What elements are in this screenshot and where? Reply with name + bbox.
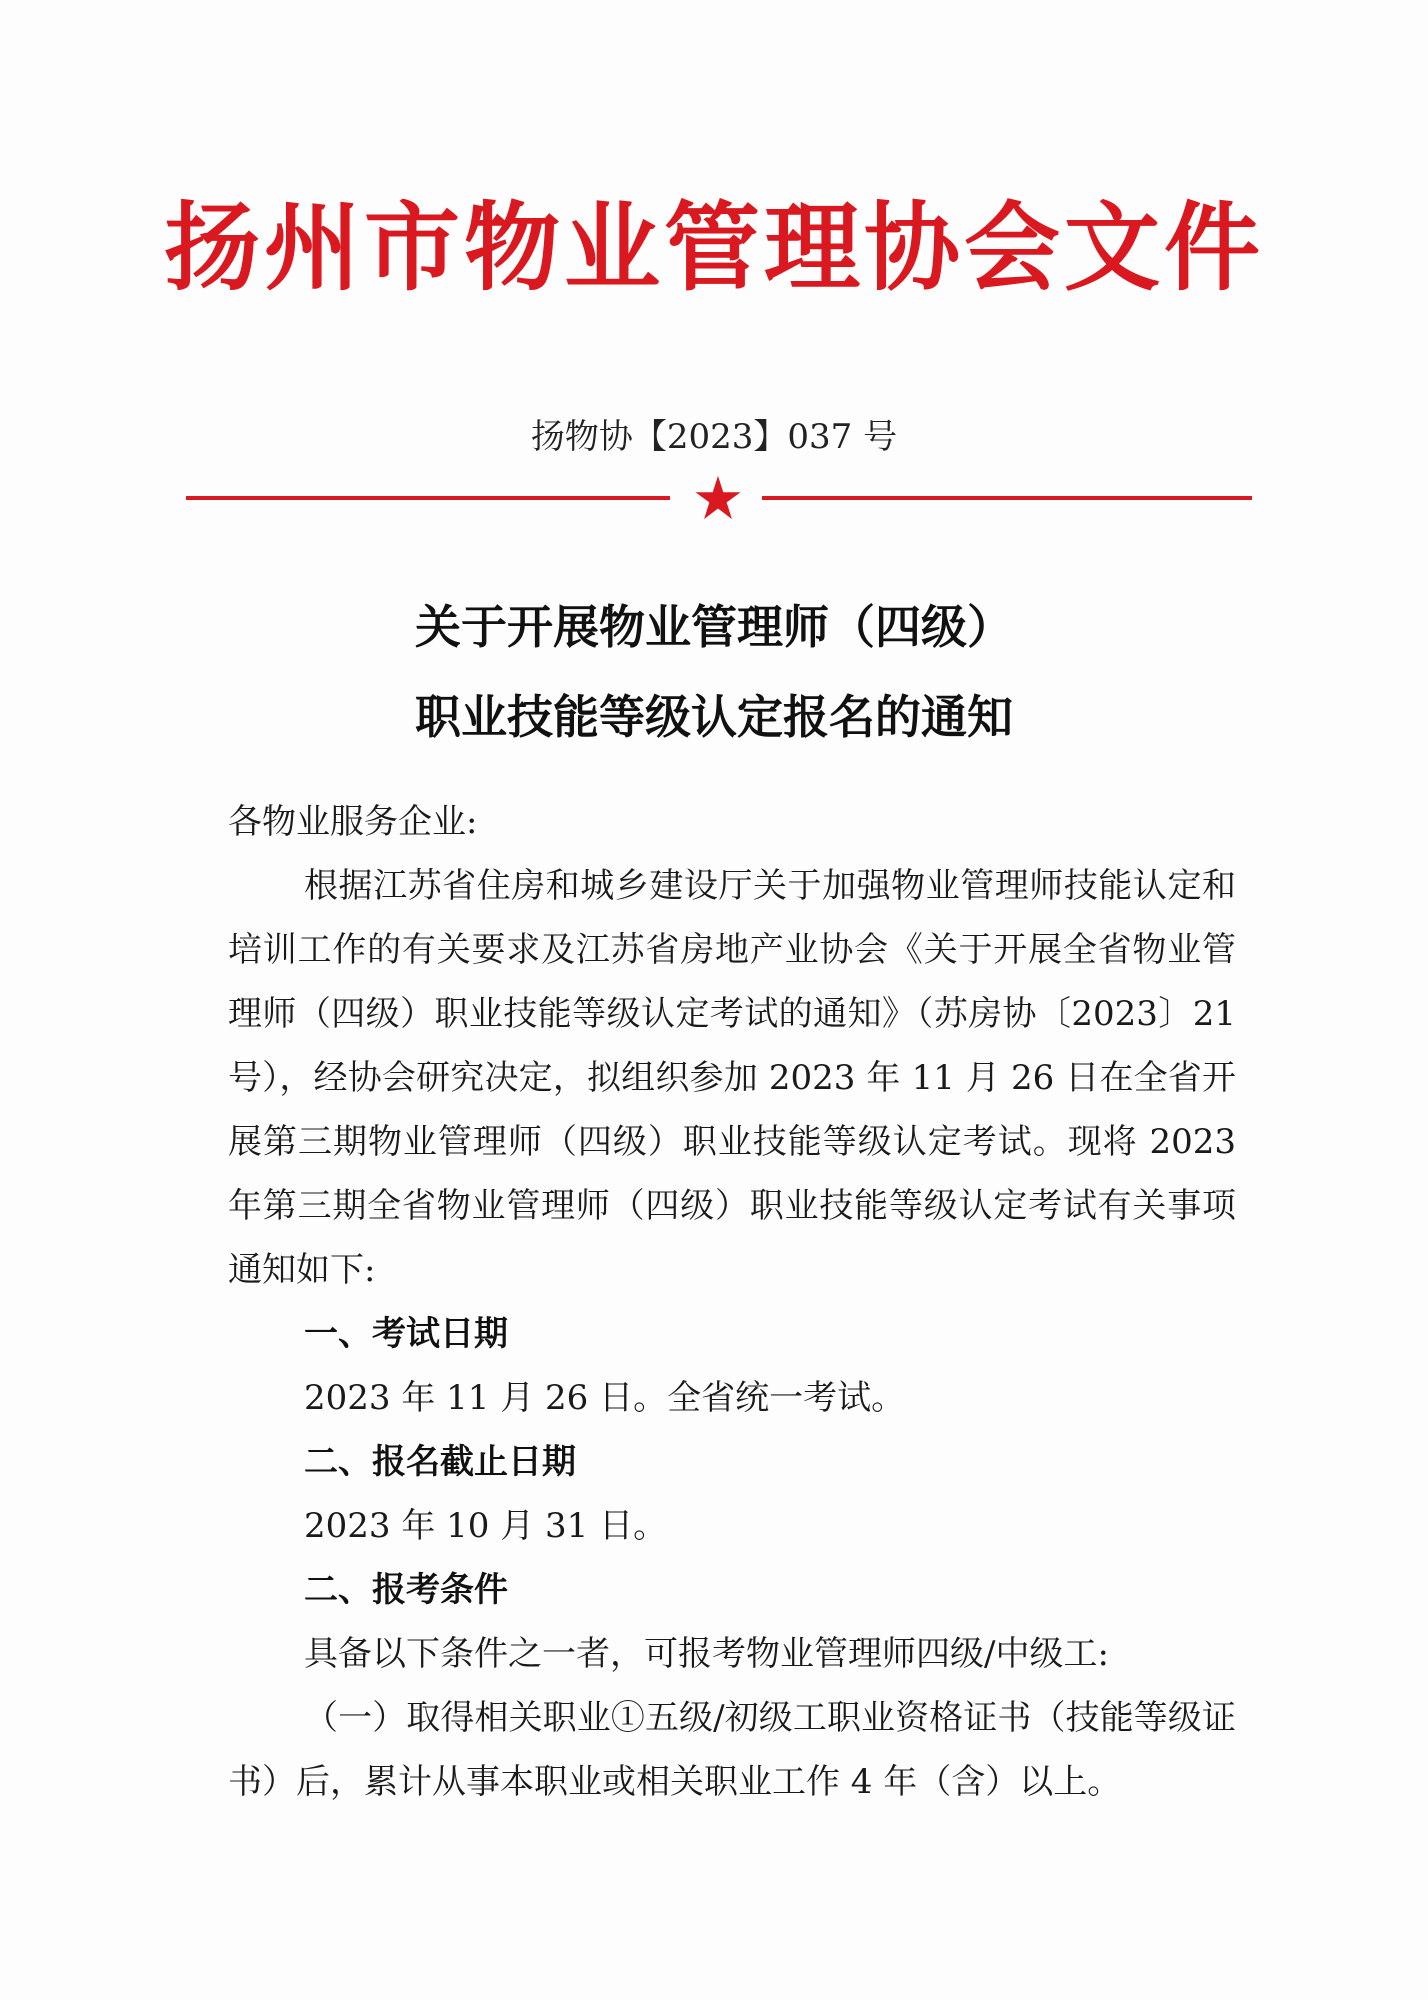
intro-paragraph: 根据江苏省住房和城乡建设厅关于加强物业管理师技能认定和培训工作的有关要求及江苏省房地产业协会《关于开展全省物业管理师（四级）职业技能等级认定考试的通知》（苏房协〔2023〕21 号），经协会研究决定，拟组织参加 2023 年 11 月 26 日在全省开展第三期物业管理师（四级）职业技能等级认定考试。现将 2023 年第三期全省物业管理师（四级）职业技能等级认定考试有关事项通知如下:: [228, 866, 1236, 1290]
section-heading-exam-date: 一、考试日期: [304, 1314, 508, 1354]
section-text-exam-date: 2023 年 11 月 26 日。全省统一考试。: [304, 1378, 906, 1418]
salutation: 各物业服务企业:: [228, 802, 478, 842]
section-heading-deadline: 二、报名截止日期: [304, 1442, 576, 1482]
section-text-conditions: 具备以下条件之一者，可报考物业管理师四级/中级工:: [304, 1634, 1109, 1674]
document-number: 扬物协【2023】037 号: [530, 417, 898, 457]
red-divider-right: [762, 496, 1252, 500]
red-divider-left: [186, 496, 670, 500]
section-heading-conditions: 二、报考条件: [304, 1570, 508, 1610]
notice-title-line-1: 关于开展物业管理师（四级）: [415, 600, 1013, 654]
condition-item-1: （一）取得相关职业①五级/初级工职业资格证书（技能等级证书）后，累计从事本职业或相关职业工作 4 年（含）以上。: [228, 1698, 1236, 1802]
section-text-deadline: 2023 年 10 月 31 日。: [304, 1506, 668, 1546]
notice-body: [228, 790, 1236, 1814]
masthead-title: 扬州市物业管理协会文件: [164, 191, 1264, 304]
red-star-icon: [694, 474, 742, 522]
notice-title-line-2: 职业技能等级认定报名的通知: [415, 690, 1013, 744]
